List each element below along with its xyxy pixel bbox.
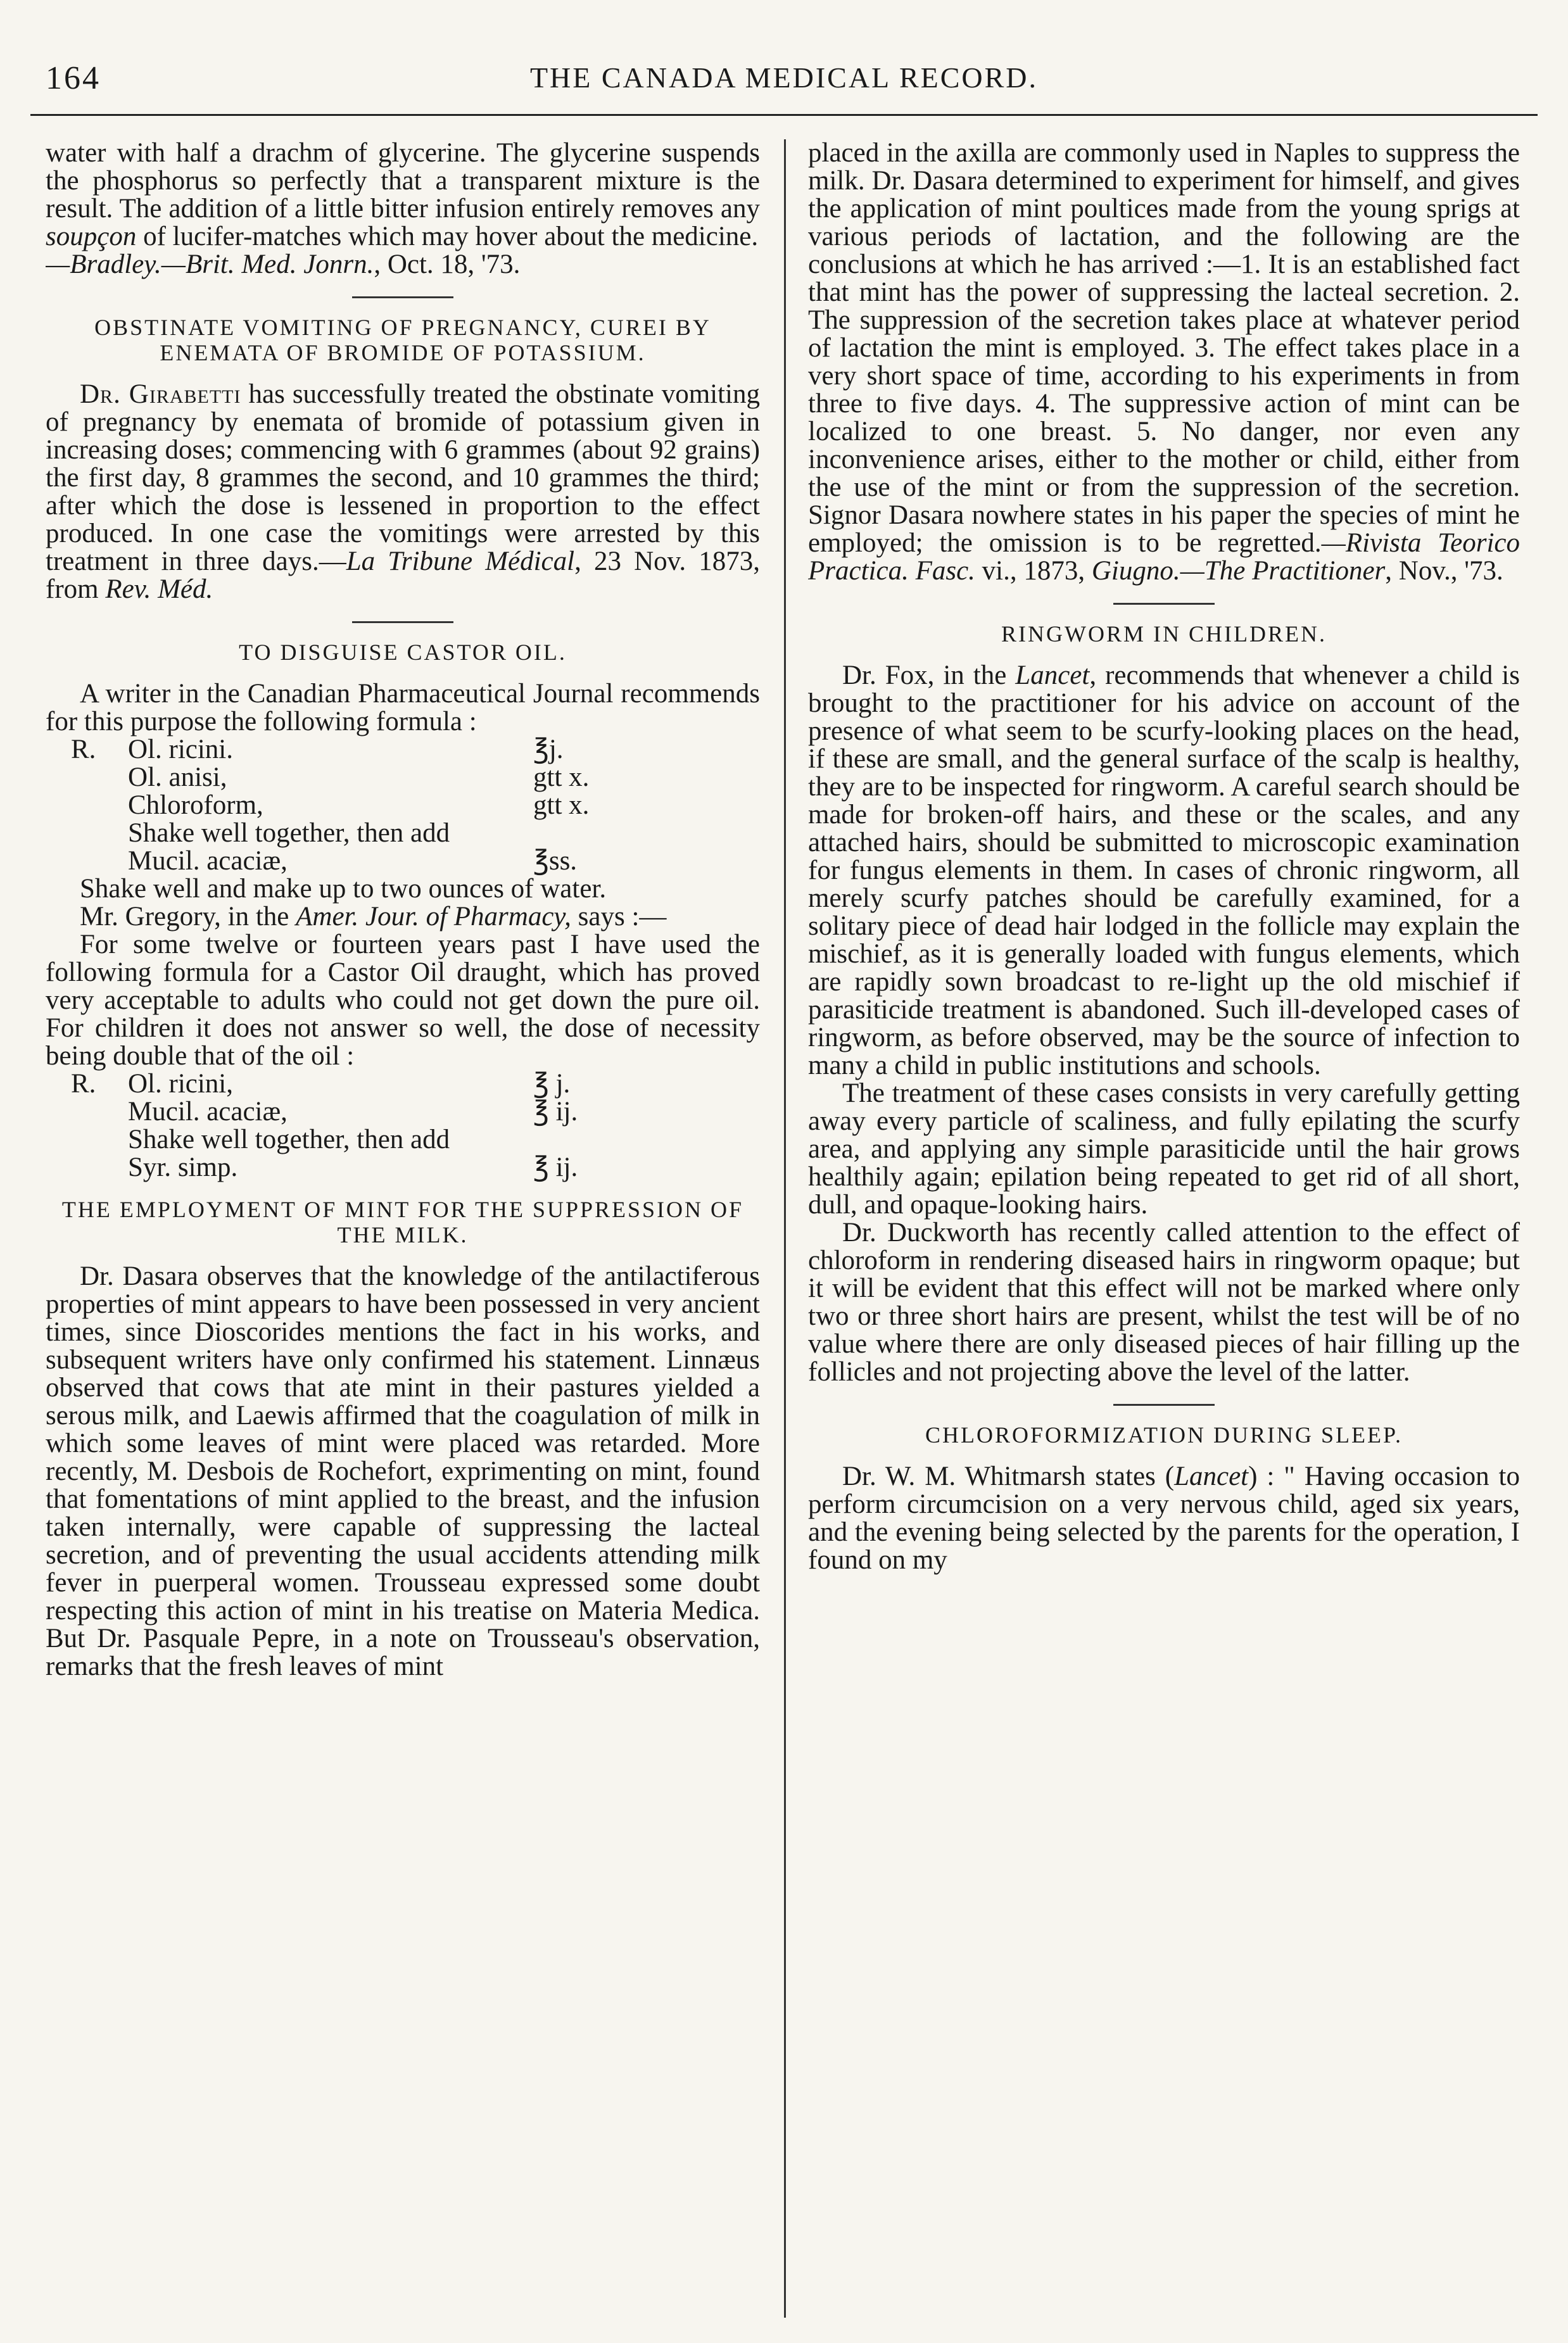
rx-line: R. Ol. ricini, ℥ j. bbox=[71, 1069, 571, 1099]
chloroform-paragraph: Dr. W. M. Whitmarsh states (Lancet) : " Having occasion to perform circumcision on a very nervous child, aged six years, and the evening being selected by the parents for the operation, I found on my bbox=[808, 1462, 1520, 1575]
header-rule bbox=[30, 114, 1538, 116]
ringworm-heading: RINGWORM IN CHILDREN. bbox=[1001, 621, 1327, 647]
castor-intro: A writer in the Canadian Pharmaceutical Journal recommends for this purpose the following formula : bbox=[46, 679, 760, 736]
ringworm-paragraph-1: Dr. Fox, in the Lancet, recommends that whenever a child is brought to the practitioner for his advice on account of the presence of what seem to be scurfy-looking places on the head, if these are small, and the general surface of the scalp is healthy, they are to be inspected for ringworm. A careful search should be made for broken-off hairs, and these or the scales, and any attached hairs, should be submitted to microscopic examination for fungus elements in them. In cases of chronic ringworm, all merely scurfy patches should be carefully examined, for a solitary piece of dead hair lodged in the follicle may explain the mischief, as it is generally loaded with fungus elements, which are rapidly sown broadcast to re-light up the old mischief if parasiticide treatment is abandoned. Such ill-developed cases of ringworm, as before observed, may be the source of infection to many a child in public institutions and schools. bbox=[808, 660, 1520, 1080]
section-rule bbox=[352, 296, 453, 298]
ringworm-paragraph-2: The treatment of these cases consists in very carefully getting away every particle of scaliness, and fully epilating the scurfy area, and applying any simple parasiticide until the hair grows healthily again; epilation being repeated to get rid of all short, dull, and opaque-looking hairs. bbox=[808, 1078, 1520, 1220]
vomiting-heading: OBSTINATE VOMITING OF PREGNANCY, CUREI BY ENEMATA OF BROMIDE OF POTASSIUM. bbox=[94, 315, 711, 365]
vomiting-paragraph: Dr. Girabetti has successfully treated the obstinate vomiting of pregnancy by enemata of bromide of potassium given in increasing doses; commencing with 6 grammes (about 92 grains) the first day, 8 grammes the second, and 10 grammes the third; after which the dose is lessened in proportion to the effect produced. In one case the vomitings were arrested by this treatment in three days.—La Tribune Médical, 23 Nov. 1873, from Rev. Méd. bbox=[46, 379, 760, 604]
rx-line: Chloroform, gtt x. bbox=[128, 790, 590, 820]
rx-line: Shake well together, then add bbox=[128, 818, 450, 848]
section-rule bbox=[352, 621, 453, 623]
right-column bbox=[808, 139, 1520, 2318]
phosphorus-paragraph: water with half a drachm of glycerine. The glycerine suspends the phosphorus so perfectly that a transparent mixture is the result. The addition of a little bitter infusion entirely removes any soupçon of lucifer-matches which may hover about the medicine. —Bradley.—Brit. Med. Jonrn., Oct. 18, '73. bbox=[46, 139, 760, 279]
page-number: 164 bbox=[46, 60, 101, 96]
castor-after: Shake well and make up to two ounces of water. bbox=[80, 874, 607, 904]
prescription-2 bbox=[71, 1070, 760, 1182]
rx-line: R. Ol. ricini. ℥j. bbox=[71, 735, 564, 764]
chloroform-heading: CHLOROFORMIZATION DURING SLEEP. bbox=[925, 1422, 1403, 1448]
gregory-quote: For some twelve or fourteen years past I have used the following formula for a Castor Oil draught, which has proved very acceptable to adults who could not get down the pure oil. For children it does not answer so well, the dose of necessity being double that of the oil : bbox=[46, 930, 760, 1071]
mint-continuation: placed in the axilla are commonly used in Naples to suppress the milk. Dr. Dasara determined to experiment for himself, and gives the application of mint poultices made from the young sprigs at various periods of lactation, and the following are the conclusions at which he has arrived :—1. It is an established fact that mint has the power of suppressing the lacteal secretion. 2. The suppression of the secretion takes place at whatever period of lactation the mint is employed. 3. The effect takes place in a very short space of time, according to his experiments in from three to five days. 4. The suppressive action of mint can be localized to one breast. 5. No danger, nor even any inconvenience arises, either to the mother or child, either from the use of the mint or from the suppression of the secretion. Signor Dasara nowhere states in his paper the species of mint he employed; the omission is to be regretted.—Rivista Teorico Practica. Fasc. vi., 1873, Giugno.—The Practitioner, Nov., '73. bbox=[808, 139, 1520, 586]
castor-heading: TO DISGUISE CASTOR OIL. bbox=[239, 640, 567, 665]
mint-heading: THE EMPLOYMENT OF MINT FOR THE SUPPRESSION OF THE MILK. bbox=[61, 1197, 744, 1247]
rx-line: Syr. simp. ℥ ij. bbox=[128, 1153, 578, 1182]
journal-title: THE CANADA MEDICAL RECORD. bbox=[529, 61, 1039, 94]
gregory-line: Mr. Gregory, in the Amer. Jour. of Pharmacy, says :— bbox=[80, 902, 667, 932]
section-rule bbox=[1113, 603, 1215, 605]
mint-paragraph: Dr. Dasara observes that the knowledge of the antilactiferous properties of mint appears to have been possessed in very ancient times, since Dioscorides mentions the fact in his works, and subsequent writers have only confirmed his statement. Linnæus observed that cows that ate mint in their pastures yielded a serous milk, and Laewis affirmed that the coagulation of milk in which some leaves of mint were placed was retarded. More recently, M. Desbois de Rochefort, exprimenting on mint, found that fomentations of mint applied to the breast, and the infusion taken internally, were capable of suppressing the lacteal secretion, and of preventing the usual accidents attending milk fever in puerperal women. Trousseau expressed some doubt respecting this action of mint in his treatise on Materia Medica. But Dr. Pasquale Pepre, in a note on Trousseau's observation, remarks that the fresh leaves of mint bbox=[46, 1261, 760, 1681]
ringworm-paragraph-3: Dr. Duckworth has recently called attention to the effect of chloroform in rendering diseased hairs in ringworm opaque; but it will be evident that this effect will not be marked where only two or three short hairs are present, whilst the test will be of no value where there are only diseased pieces of hair filling up the follicles and not projecting above the level of the latter. bbox=[808, 1218, 1520, 1387]
prescription-1 bbox=[71, 736, 760, 875]
rx-line: Mucil. acaciæ, ℥ss. bbox=[128, 846, 578, 876]
section-rule bbox=[1113, 1404, 1215, 1406]
left-column bbox=[46, 139, 760, 2318]
column-divider bbox=[784, 139, 786, 2318]
rx-line: Ol. anisi, gtt x. bbox=[128, 762, 590, 792]
running-header bbox=[30, 25, 1538, 101]
rx-line: Shake well together, then add bbox=[128, 1125, 450, 1154]
rx-line: Mucil. acaciæ, ℥ ij. bbox=[128, 1097, 578, 1127]
